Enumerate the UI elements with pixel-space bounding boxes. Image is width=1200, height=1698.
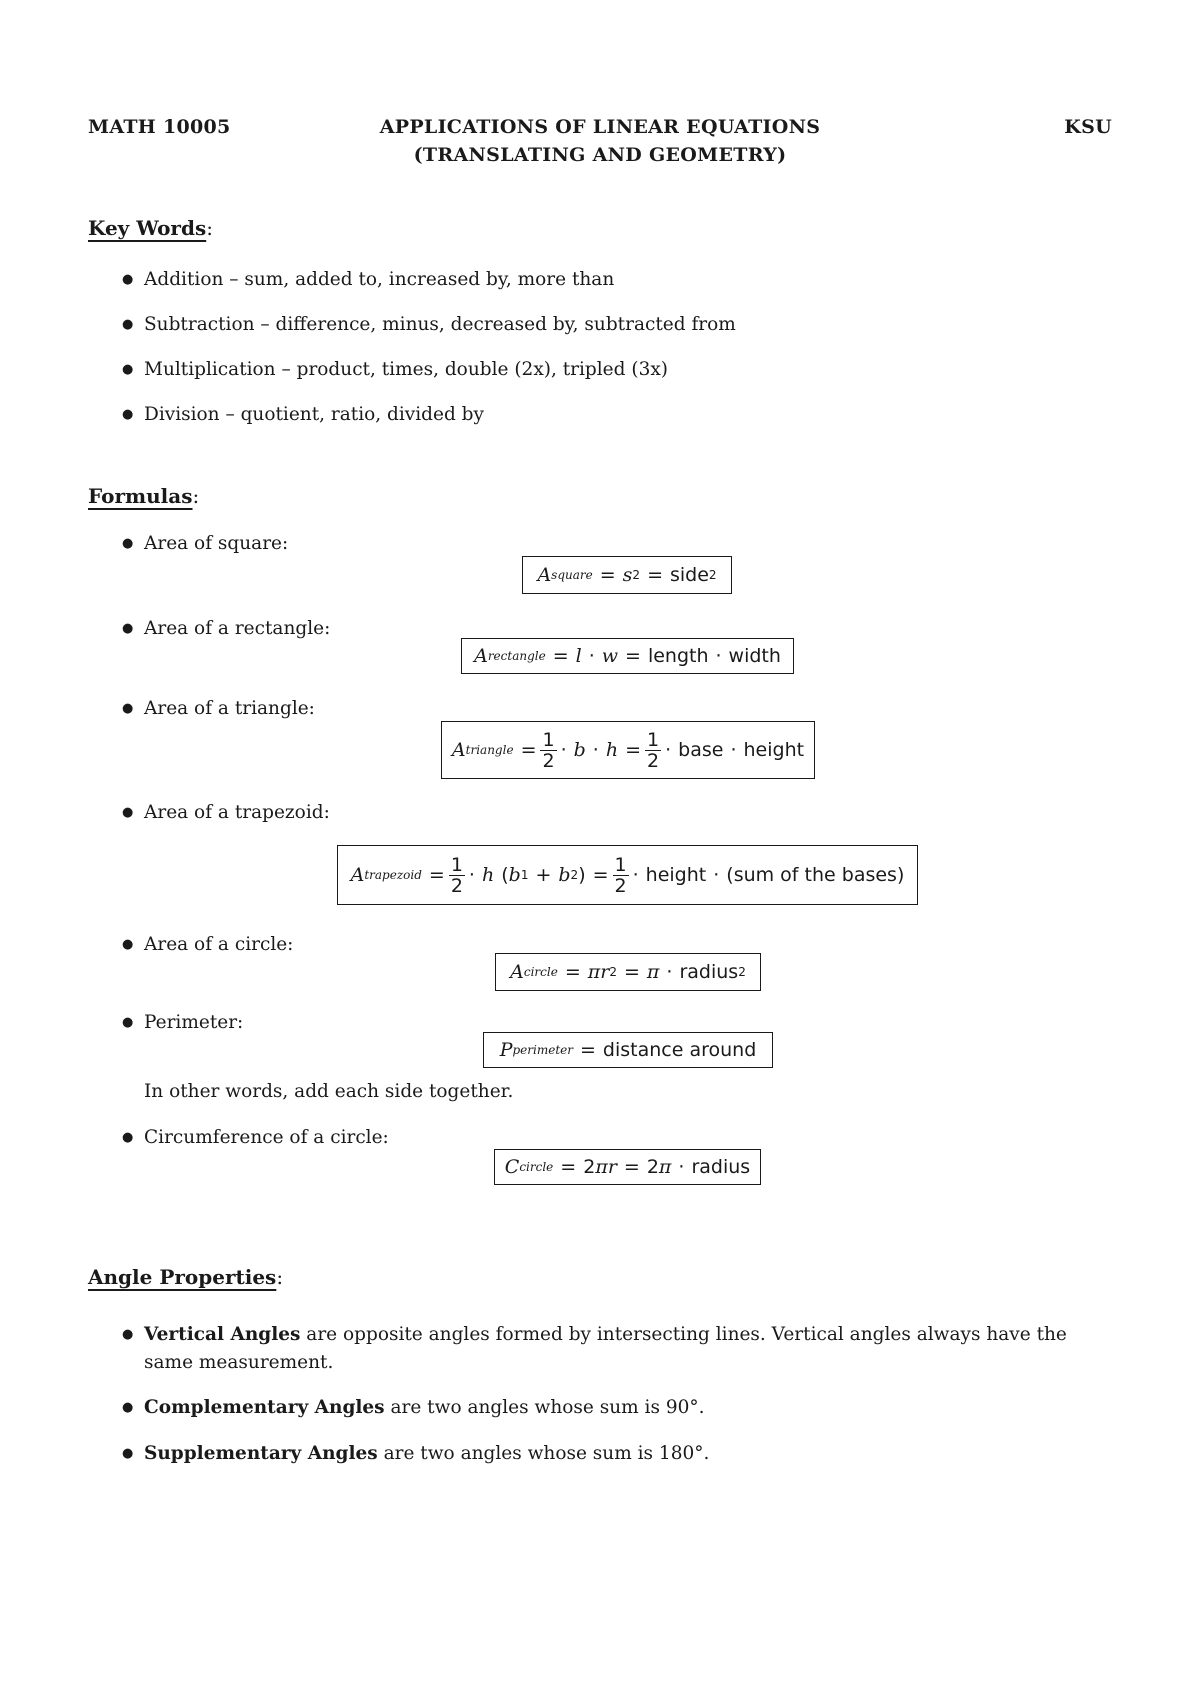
formula-label-trapezoid: Area of a trapezoid:	[144, 802, 330, 823]
page-subtitle: (TRANSLATING AND GEOMETRY)	[413, 144, 787, 166]
bullet-icon: ●	[122, 1015, 134, 1030]
bullet-icon: ●	[122, 1130, 134, 1145]
angle-complementary: Complementary Angles are two angles whose sum is 90°.	[144, 1397, 705, 1418]
formula-label-perimeter: Perimeter:	[144, 1012, 244, 1033]
formula-box-rectangle: A rectangle = l · w = length · width	[461, 638, 794, 674]
bullet-icon: ●	[122, 1327, 134, 1342]
formula-box-perimeter: P perimeter = distance around	[483, 1032, 773, 1068]
bullet-icon: ●	[122, 805, 134, 820]
perimeter-note: In other words, add each side together.	[144, 1081, 514, 1102]
page-title: APPLICATIONS OF LINEAR EQUATIONS	[379, 116, 821, 138]
key-word-subtraction: Subtraction – difference, minus, decreased by, subtracted from	[144, 314, 736, 335]
bullet-icon: ●	[122, 272, 134, 287]
bullet-icon: ●	[122, 362, 134, 377]
key-word-addition: Addition – sum, added to, increased by, more than	[144, 269, 615, 290]
bullet-icon: ●	[122, 407, 134, 422]
bullet-icon: ●	[122, 1446, 134, 1461]
formula-box-square: A square = s 2 = side 2	[522, 556, 732, 594]
institution: KSU	[1064, 116, 1112, 138]
formula-label-circumference: Circumference of a circle:	[144, 1127, 389, 1148]
formula-label-rectangle: Area of a rectangle:	[144, 618, 331, 639]
formulas-heading: Formulas:	[88, 484, 200, 508]
formula-label-circle: Area of a circle:	[144, 934, 294, 955]
bullet-icon: ●	[122, 701, 134, 716]
bullet-icon: ●	[122, 536, 134, 551]
key-word-division: Division – quotient, ratio, divided by	[144, 404, 484, 425]
formula-label-triangle: Area of a triangle:	[144, 698, 315, 719]
angle-properties-heading: Angle Properties:	[88, 1265, 284, 1289]
key-word-multiplication: Multiplication – product, times, double (2x), tripled (3x)	[144, 359, 668, 380]
key-words-heading: Key Words:	[88, 216, 213, 240]
bullet-icon: ●	[122, 937, 134, 952]
formula-label-square: Area of square:	[144, 533, 289, 554]
angle-vertical: Vertical Angles are opposite angles formed by intersecting lines. Vertical angles always have the same measurement.	[144, 1324, 1067, 1373]
bullet-icon: ●	[122, 1400, 134, 1415]
formula-box-triangle: A triangle = $\frac{1}{2}$ · b · h = $\frac{1}{2}$ · base · height	[441, 721, 815, 779]
angle-supplementary: Supplementary Angles are two angles whose sum is 180°.	[144, 1443, 710, 1464]
bullet-icon: ●	[122, 621, 134, 636]
formula-box-circumference: C circle = 2 π r = 2 π · radius	[494, 1149, 761, 1185]
bullet-icon: ●	[122, 317, 134, 332]
formula-box-trapezoid: A trapezoid = $\frac{1}{2}$ · h ( b 1 + b 2 ) = $\frac{1}{2}$ · height · (sum of the bases)	[337, 845, 918, 905]
course-code: MATH 10005	[88, 116, 231, 138]
formula-box-circle: A circle = π r 2 = π · radius 2	[495, 953, 761, 991]
